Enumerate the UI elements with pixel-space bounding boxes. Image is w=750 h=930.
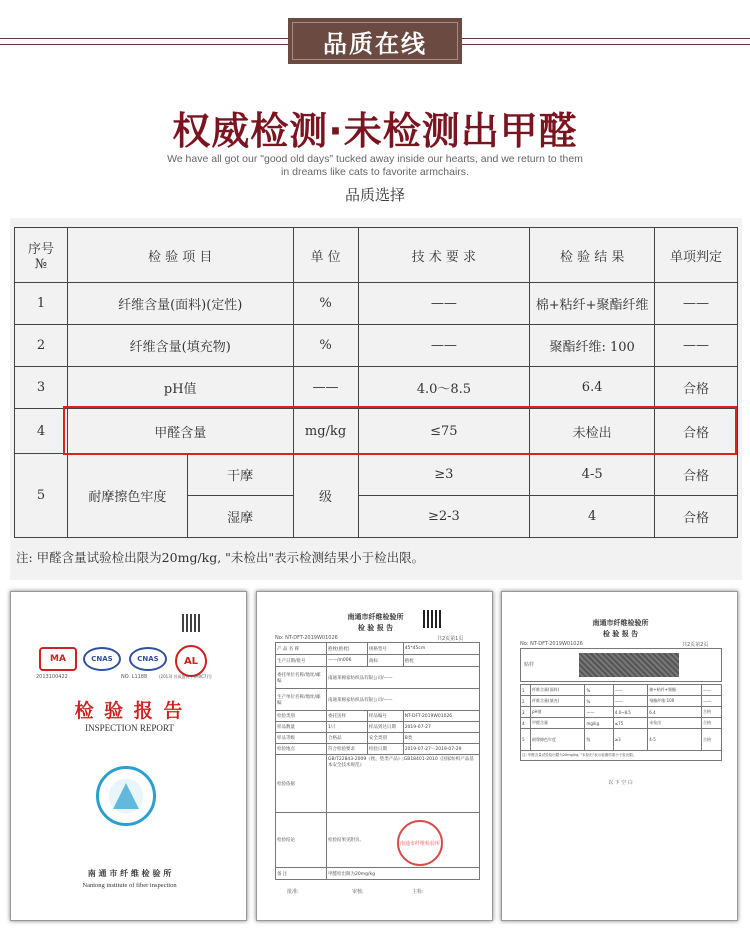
qr-code-icon (423, 610, 441, 628)
fabric-sample-panel: 贴样 (520, 648, 722, 682)
report-page-2-document: 南通市纤维检验所 检 验 报 告 No: NT-DFT-2019W01026 共2页第2页 贴样 1 纤维含量(面料) % —— 棉+粘纤+聚酯 —— 2 纤维含量(填充) % —— 聚酯纤维:100 —— 3 pH值 —— 4.0~8.5 6.4 合格 4 甲醛含量 mg/kg ≤75 未检出 合格 5 耐摩擦色牢度 级 ≥3 4-5 合格 注: 甲醛含量试验检出限为20mg/kg, "未检出"表示检测结果小于检出限。 以 下 空 白 (501, 591, 738, 921)
badge-frame (292, 22, 458, 60)
table-row: 3 pH值 —— 4.0～8.5 6.4 合格 (15, 367, 738, 409)
fabric-swatch (579, 653, 679, 677)
english-subtitle: We have all got our "good old days" tucked away inside our hearts, and we return to them in dreams like cats to favorite armchairs. (167, 153, 583, 178)
test-result-table (14, 227, 738, 578)
table-row: 5 耐摩擦色牢度 干摩 级 ≥3 4-5 合格 (15, 454, 738, 496)
header-requirement: 技 术 要 求 (358, 228, 530, 283)
report-cover-document: MA CNAS CNAS AL 2013100422 NO. L1188 (2013) 苏质监验字(M0C7)号 检 验 报 告 INSPECTION REPORT 南 通 市 纤 维 检 验 所 Nantong institute of fiber inspection (10, 591, 247, 921)
formaldehyde-highlight (63, 406, 737, 455)
header-verdict: 单项判定 (655, 228, 738, 283)
report-title-cn: 检 验 报 告 (74, 700, 185, 722)
table-row: 1 纤维含量(面料)(定性) % —— 棉+粘纤+聚酯纤维 —— (15, 283, 738, 325)
report-title-en: INSPECTION REPORT (85, 723, 174, 733)
institute-seal-icon (96, 766, 156, 826)
cal-logo-icon: AL (175, 645, 207, 677)
header-no: 序号 № (15, 228, 68, 283)
cma-logo-icon: MA (39, 647, 77, 671)
report-page-1-document: 南通市纤维检验所 检 验 报 告 No: NT-DFT-2019W01026 共2页第1页 产 品 名 称 抱枕(抱枕) 规格型号 45*45cm 生产日期/批号 ——/m006 商标 抱枕 委托单位名称/地址/邮编 南通莱棉家纺织品有限公司/—— 生产单位名称/地址/邮编 南通莱棉家纺织品有限公司/—— 检验类别 委托送样 样品编号 NT-DFT-2019W01026 样品数量 1只 样品到达日期 2019-07-27 样品等级 合格品 安全类别 B类 检验地点 符合检验要求 检验日期 2019-07-27～2019-07-29 检验依据 GB/T22843-2009《枕、垫类产品》;GB18401-2010《国家纺织产品基本安全技术规范》 检验结论 检验结果见附页。 备 注 甲醛检出限为20mg/kg 南通市纤维检验所 批准: 审核: 主检: (256, 591, 493, 921)
table-row: 湿摩 ≥2-3 4 合格 (15, 496, 738, 538)
chinese-subtitle: 品质选择 (344, 186, 405, 204)
header-result: 检 验 结 果 (530, 228, 655, 283)
table-row: 2 纤维含量(填充物) % —— 聚酯纤维: 100 —— (15, 325, 738, 367)
header-unit: 单 位 (293, 228, 358, 283)
org-name-en: Nantong institute of fiber inspection (82, 882, 177, 889)
blank-below-marker: 以 下 空 白 (608, 780, 633, 786)
header-item: 检 验 项 目 (67, 228, 293, 283)
page-title: 权威检测·未检测出甲醛 (172, 109, 578, 153)
table-row-formaldehyde: 4 甲醛含量 mg/kg ≤75 未检出 合格 (15, 409, 738, 454)
cnas-logo-icon: CNAS (129, 647, 167, 671)
section-badge: 品质在线 (288, 18, 462, 64)
report-info-table: 产 品 名 称 抱枕(抱枕) 规格型号 45*45cm 生产日期/批号 ——/m006 商标 抱枕 委托单位名称/地址/邮编 南通莱棉家纺织品有限公司/—— 生产单位名称/地址/邮编 南通莱棉家纺织品有限公司/—— 检验类别 委托送样 样品编号 NT-DFT-2019W01026 样品数量 1只 样品到达日期 2019-07-27 样品等级 合格品 安全类别 B类 检验地点 符合检验要求 检验日期 2019-07-27～2019-07-29 检验依据 GB/T22843-2009《枕、垫类产品》;GB18401-2010《国家纺织产品基本安全技术规范》 检验结论 检验结果见附页。 备 注 甲醛检出限为20mg/kg (275, 642, 480, 880)
report-result-table: 1 纤维含量(面料) % —— 棉+粘纤+聚酯 —— 2 纤维含量(填充) % —— 聚酯纤维:100 —— 3 pH值 —— 4.0~8.5 6.4 合格 4 甲醛含量 mg/kg ≤75 未检出 合格 5 耐摩擦色牢度 级 ≥3 4-5 合格 注: 甲醛含量试验检出限为20mg/kg, "未检出"表示检测结果小于检出限。 (520, 684, 722, 761)
iso-logo-icon: CNAS (83, 647, 121, 671)
red-stamp-icon: 南通市纤维检验所 (397, 820, 443, 866)
table-header-row (15, 228, 738, 283)
qr-code-icon (182, 614, 200, 632)
org-name-cn: 南 通 市 纤 维 检 验 所 (87, 869, 172, 878)
table-note: 注: 甲醛含量试验检出限为20mg/kg, "未检出"表示检测结果小于检出限。 (16, 550, 425, 565)
